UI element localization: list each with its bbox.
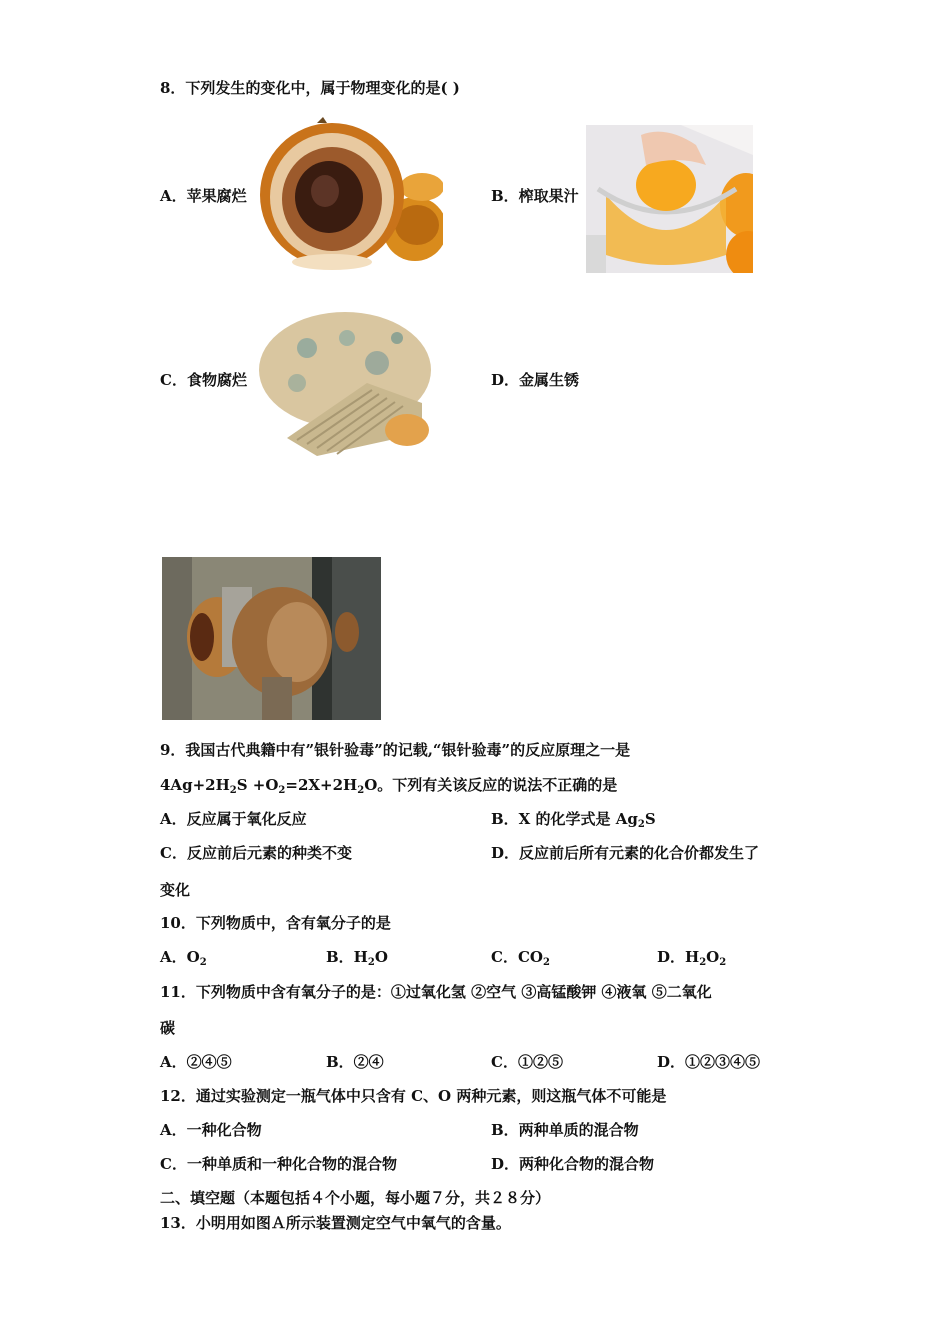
q10-option-b: B．$H_2O$ [326, 948, 388, 968]
q11-stem-line2: 碳 [160, 1019, 176, 1037]
q8-option-a: A．苹果腐烂 [160, 187, 247, 205]
q10-stem: 10．下列物质中，含有氧分子的是 [160, 914, 391, 932]
q9-option-c: C．反应前后元素的种类不变 [160, 844, 352, 862]
q8-stem: 8．下列发生的变化中，属于物理变化的是( ) [160, 79, 460, 97]
q9-stem-line1: 9．我国古代典籍中有”银针验毒”的记载,“银针验毒”的反应原理之一是 [160, 741, 631, 759]
q9-stem-line2: $4Ag+2H_2S +O_2=2X+2H_2O$。下列有关该反应的说法不正确的是 [160, 776, 618, 796]
q9-option-a: A．反应属于氧化反应 [160, 810, 307, 828]
q12-option-b: B．两种单质的混合物 [491, 1121, 639, 1139]
q12-option-d: D．两种化合物的混合物 [491, 1155, 655, 1173]
q8-option-d: D．金属生锈 [491, 371, 580, 389]
q10-option-d: D．$H_2O_2$ [657, 948, 727, 968]
rotten-apple-image [257, 117, 443, 273]
q11-option-d: D．①②③④⑤ [657, 1053, 761, 1071]
q8-option-c: C．食物腐烂 [160, 371, 247, 389]
q11-stem-line1: 11．下列物质中含有氧分子的是：①过氧化氢 ②空气 ③高锰酸钾 ④液氧 ⑤二氧化 [160, 983, 712, 1001]
q11-option-b: B．②④ [326, 1053, 384, 1071]
q9-option-b: B．X 的化学式是 $Ag_2S$ [491, 810, 656, 830]
section-title: 二、填空题（本题包括４个小题，每小题７分，共２８分） [160, 1189, 551, 1207]
q9-option-d-continued: 变化 [160, 881, 191, 899]
moldy-bread-image [257, 308, 433, 458]
q10-option-a: A．$O_2$ [160, 948, 207, 968]
q11-option-c: C．①②⑤ [491, 1053, 563, 1071]
q13-stem: 13．小明用如图Ａ所示装置测定空气中氧气的含量。 [160, 1214, 511, 1232]
juicing-orange-image [586, 125, 753, 273]
rusty-metal-image [162, 557, 381, 720]
q8-option-b: B．榨取果汁 [491, 187, 579, 205]
q10-option-c: C．$CO_2$ [491, 948, 550, 968]
q12-option-a: A．一种化合物 [160, 1121, 262, 1139]
q9-option-d: D．反应前后所有元素的化合价都发生了 [491, 844, 760, 862]
q12-option-c: C．一种单质和一种化合物的混合物 [160, 1155, 397, 1173]
q11-option-a: A．②④⑤ [160, 1053, 232, 1071]
q12-stem: 12．通过实验测定一瓶气体中只含有 C、O 两种元素，则这瓶气体不可能是 [160, 1087, 667, 1105]
